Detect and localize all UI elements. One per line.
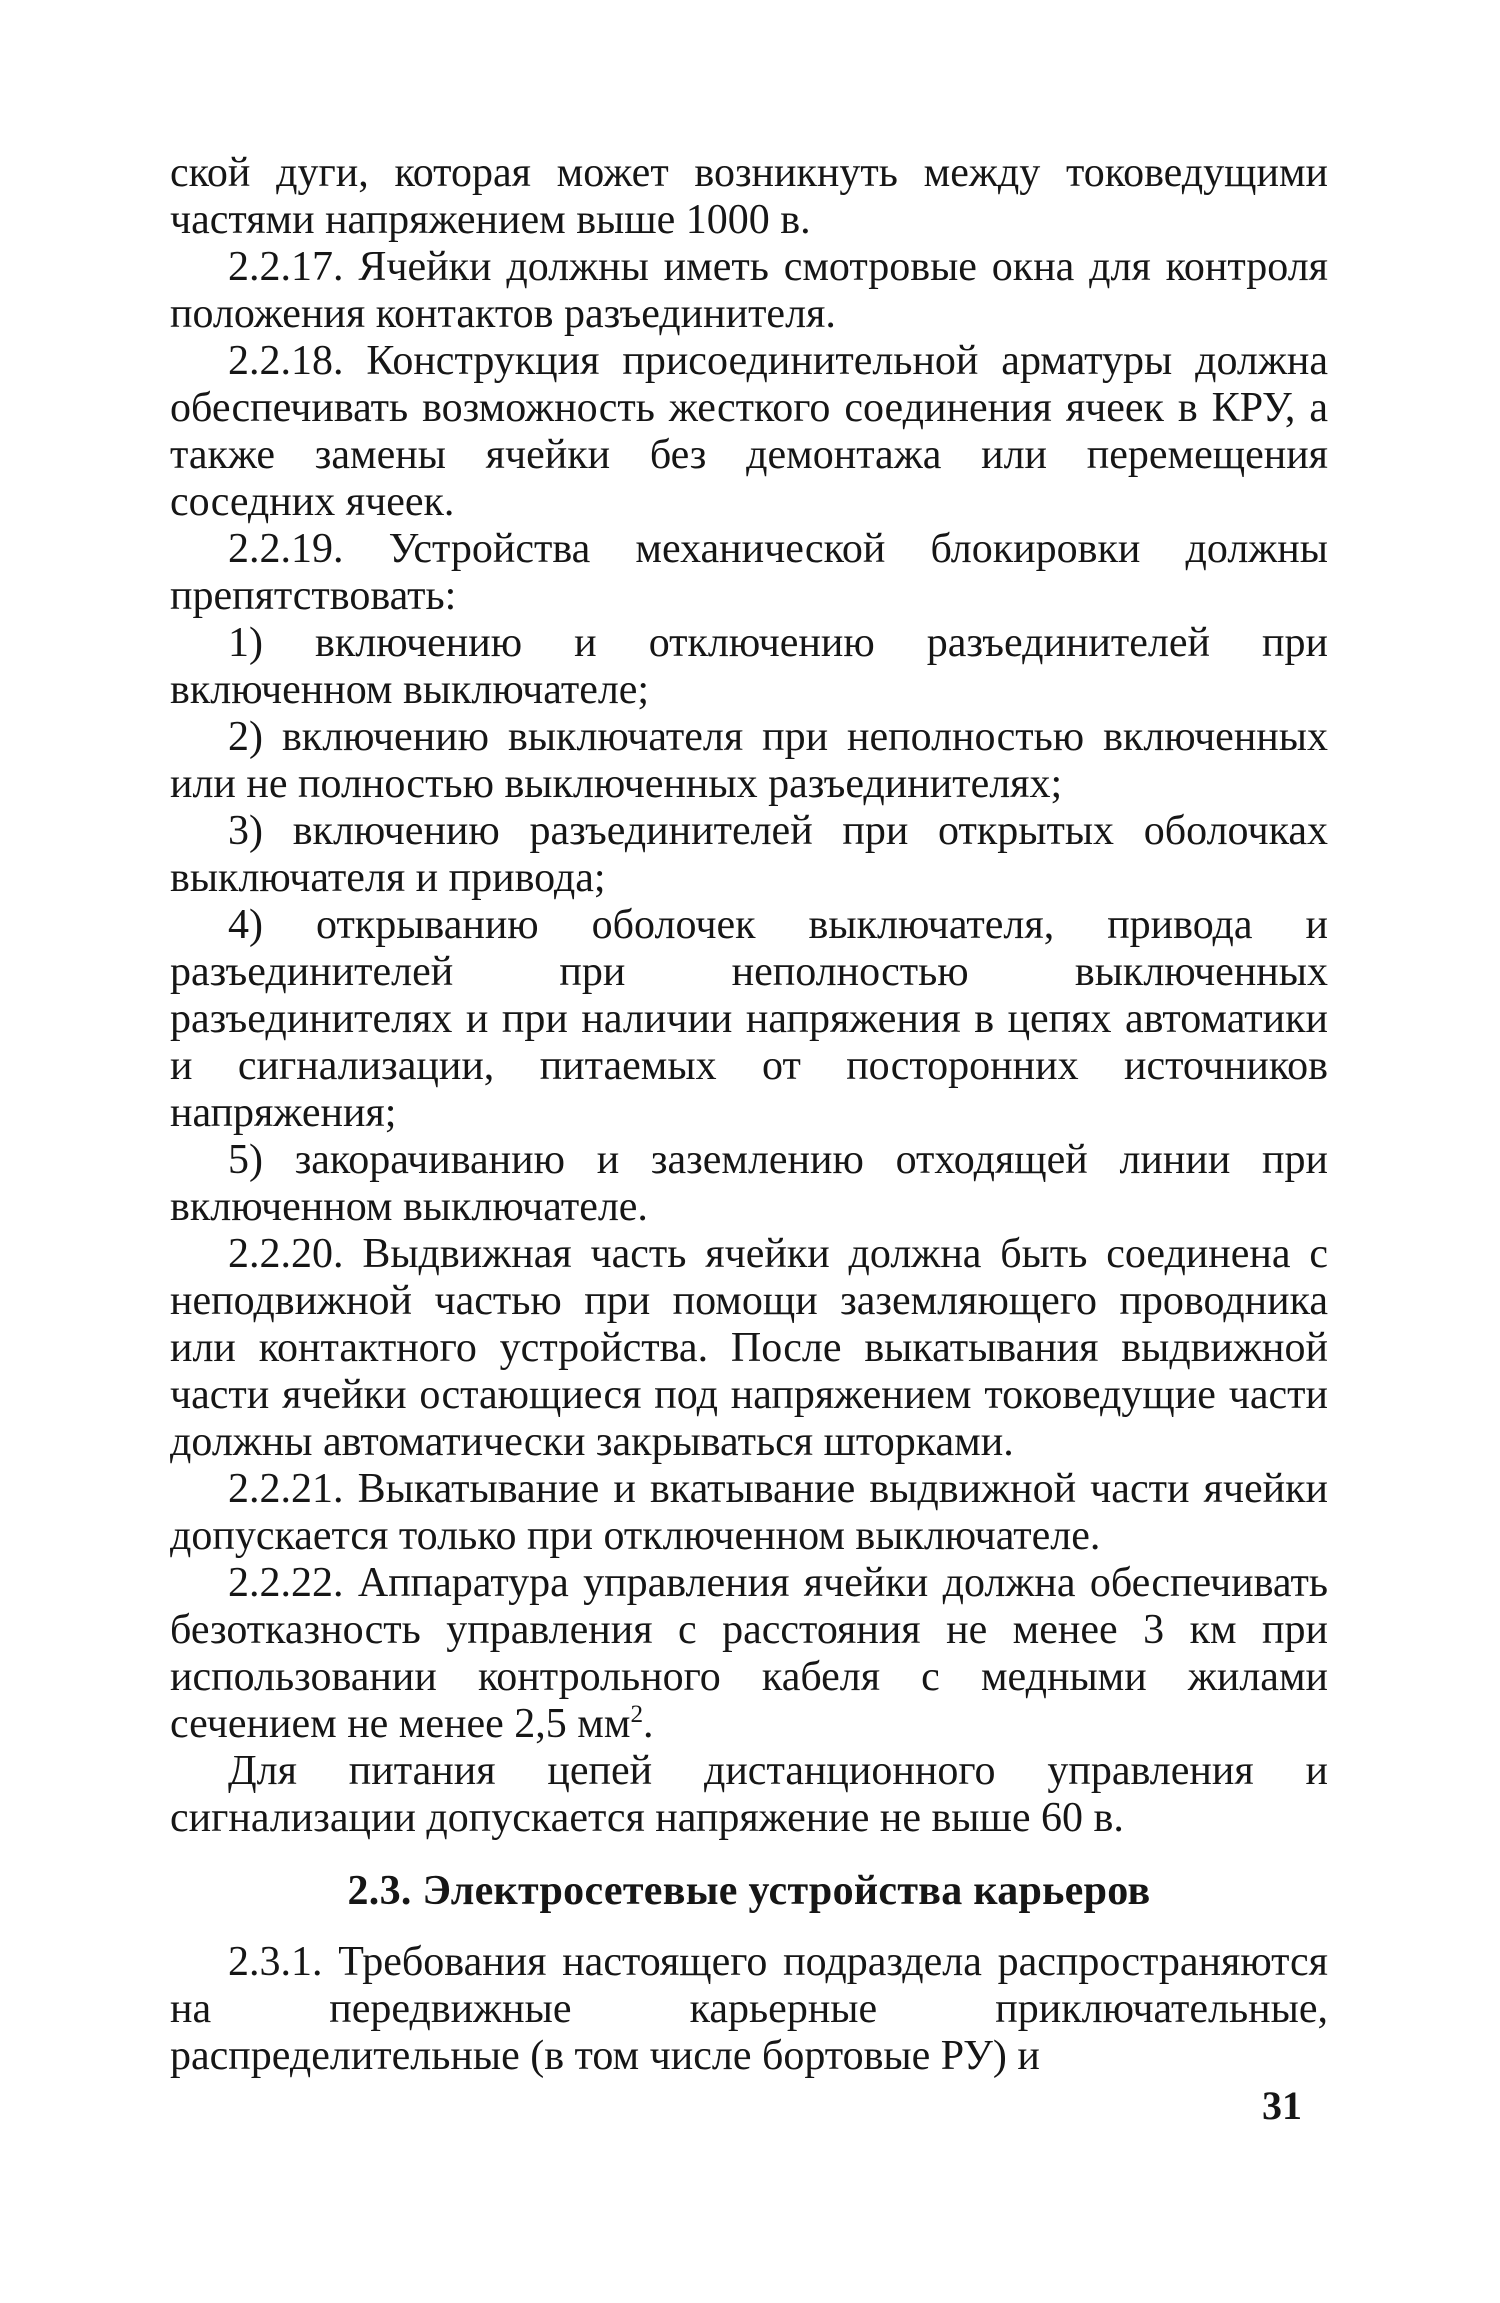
paragraph-2-2-17: 2.2.17. Ячейки должны иметь смотровые окна для контроля положения контактов разъединителя.: [170, 244, 1328, 337]
paragraph-continuation: ской дуги, которая может возникнуть между токоведущими частями напряжением выше 1000 в.: [170, 150, 1328, 243]
paragraph-2-2-22-text: 2.2.22. Аппаратура управления ячейки должна обеспечивать безотказность управления с расстояния не менее 3 км при использовании контрольного кабеля с медными жилами сечением не менее 2,5 мм: [170, 1560, 1328, 1747]
paragraph-2-3-1: 2.3.1. Требования настоящего подраздела распространяются на передвижные карьерные приключательные, распределительные (в том числе бортовые РУ) и: [170, 1939, 1328, 2079]
list-item-2: 2) включению выключателя при неполностью включенных или не полностью выключенных разъединителях;: [170, 714, 1328, 807]
paragraph-remote-control: Для питания цепей дистанционного управления и сигнализации допускается напряжение не выше 60 в.: [170, 1748, 1328, 1841]
page-number: 31: [1262, 2083, 1302, 2128]
paragraph-2-2-21: 2.2.21. Выкатывание и вкатывание выдвижной части ячейки допускается только при отключенном выключателе.: [170, 1466, 1328, 1559]
paragraph-2-2-22: [170, 1560, 1328, 1748]
paragraph-2-2-19: 2.2.19. Устройства механической блокировки должны препятствовать:: [170, 526, 1328, 619]
superscript-square: 2: [630, 1701, 644, 1728]
list-item-5: 5) закорачиванию и заземлению отходящей линии при включенном выключателе.: [170, 1137, 1328, 1230]
list-item-3: 3) включению разъединителей при открытых оболочках выключателя и привода;: [170, 808, 1328, 901]
list-item-1: 1) включению и отключению разъединителей при включенном выключателе;: [170, 620, 1328, 713]
paragraph-2-2-20: 2.2.20. Выдвижная часть ячейки должна быть соединена с неподвижной частью при помощи заземляющего проводника или контактного устройства. После выкатывания выдвижной части ячейки остающиеся под напряжением токоведущие части должны автоматически закрываться шторками.: [170, 1231, 1328, 1465]
paragraph-2-2-18: 2.2.18. Конструкция присоединительной арматуры должна обеспечивать возможность жесткого соединения ячеек в КРУ, а также замены ячейки без демонтажа или перемещения соседних ячеек.: [170, 338, 1328, 525]
list-item-4: 4) открыванию оболочек выключателя, привода и разъединителей при неполностью выключенных разъединителях и при наличии напряжения в цепях автоматики и сигнализации, питаемых от посторонних источников напряжения;: [170, 902, 1328, 1136]
paragraph-2-2-22-end: .: [643, 1701, 654, 1747]
document-page: [170, 150, 1328, 2080]
section-heading: 2.3. Электросетевые устройства карьеров: [347, 1868, 1151, 1914]
